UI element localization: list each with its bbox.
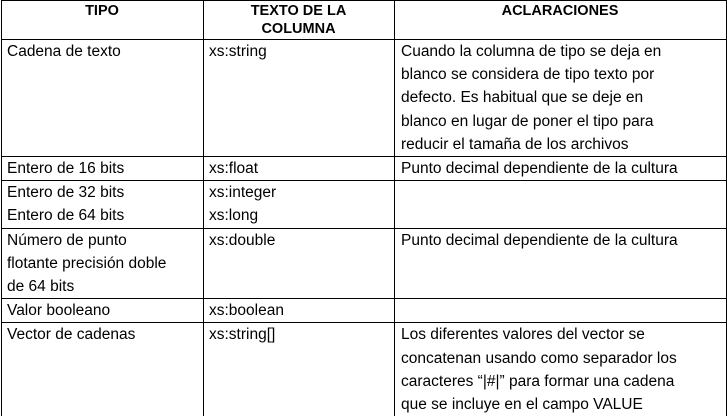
header-texto-columna <box>204 1 395 40</box>
cell-tipo-line: Entero de 16 bits <box>7 160 125 178</box>
cell-aclaraciones-line: reducir el tamaña de los archivos <box>401 135 629 153</box>
cell-tipo <box>2 181 204 228</box>
table-row <box>2 40 727 157</box>
cell-tipo-line: flotante precisión doble <box>7 254 167 272</box>
cell-tipo-line: Entero de 64 bits <box>7 207 125 225</box>
cell-aclaraciones-line: concatenan usando como separador los <box>401 349 677 367</box>
cell-texto-columna <box>204 157 395 181</box>
table-row <box>2 181 727 228</box>
cell-tipo-line: Cadena de texto <box>7 43 121 60</box>
table-row <box>2 157 727 181</box>
table-row <box>2 323 727 416</box>
header-texto-columna-line-1: TEXTO DE LA <box>250 3 347 19</box>
header-tipo <box>2 1 204 40</box>
cell-texto-columna <box>204 40 395 157</box>
cell-aclaraciones-line: Los diferentes valores del vector se <box>401 326 645 344</box>
cell-aclaraciones-line: Cuando la columna de tipo se deja en <box>401 43 662 60</box>
cell-aclaraciones-line: blanco se considera de tipo texto por <box>401 66 655 84</box>
cell-texto-columna-line: xs:integer <box>209 184 277 202</box>
cell-tipo <box>2 299 204 323</box>
cell-aclaraciones <box>395 299 727 323</box>
header-tipo-label: TIPO <box>85 3 119 19</box>
cell-aclaraciones <box>395 323 727 416</box>
table-row <box>2 228 727 299</box>
table-body <box>2 40 727 417</box>
cell-aclaraciones-line: caracteres “|#|” para formar una cadena <box>401 372 675 390</box>
cell-texto-columna <box>204 323 395 416</box>
cell-aclaraciones-line: blanco en lugar de poner el tipo para <box>401 112 654 130</box>
table-row <box>2 299 727 323</box>
cell-aclaraciones <box>395 40 727 157</box>
cell-tipo-line: Entero de 32 bits <box>7 184 125 202</box>
cell-texto-columna-line: xs:float <box>209 160 259 178</box>
cell-tipo <box>2 157 204 181</box>
cell-tipo-line: Número de punto <box>7 231 127 249</box>
cell-texto-columna <box>204 181 395 228</box>
cell-aclaraciones-line: Punto decimal dependiente de la cultura <box>401 160 678 178</box>
cell-aclaraciones <box>395 157 727 181</box>
cell-texto-columna <box>204 299 395 323</box>
cell-tipo-line: de 64 bits <box>7 278 75 296</box>
cell-tipo <box>2 228 204 299</box>
cell-aclaraciones-line: Punto decimal dependiente de la cultura <box>401 231 678 249</box>
cell-texto-columna-line: xs:long <box>209 207 259 225</box>
cell-texto-columna-line: xs:double <box>209 231 276 249</box>
cell-aclaraciones <box>395 228 727 299</box>
cell-aclaraciones-line: defecto. Es habitual que se deje en <box>401 89 644 107</box>
header-aclaraciones-label: ACLARACIONES <box>501 3 619 19</box>
cell-texto-columna-line: xs:string[] <box>209 326 276 344</box>
cell-tipo-line: Vector de cadenas <box>7 326 136 344</box>
cell-tipo <box>2 323 204 416</box>
cell-texto-columna-line: xs:boolean <box>209 302 284 320</box>
cell-tipo <box>2 40 204 157</box>
data-types-table <box>1 0 727 416</box>
cell-aclaraciones-line: que se incluye en el campo VALUE <box>401 396 643 414</box>
header-texto-columna-line-2: COLUMNA <box>261 21 336 37</box>
header-aclaraciones <box>395 1 727 40</box>
cell-aclaraciones <box>395 181 727 228</box>
cell-texto-columna-line: xs:string <box>209 43 267 60</box>
header-row <box>2 1 727 40</box>
cell-tipo-line: Valor booleano <box>7 302 111 320</box>
cell-texto-columna <box>204 228 395 299</box>
table-header <box>2 1 727 40</box>
